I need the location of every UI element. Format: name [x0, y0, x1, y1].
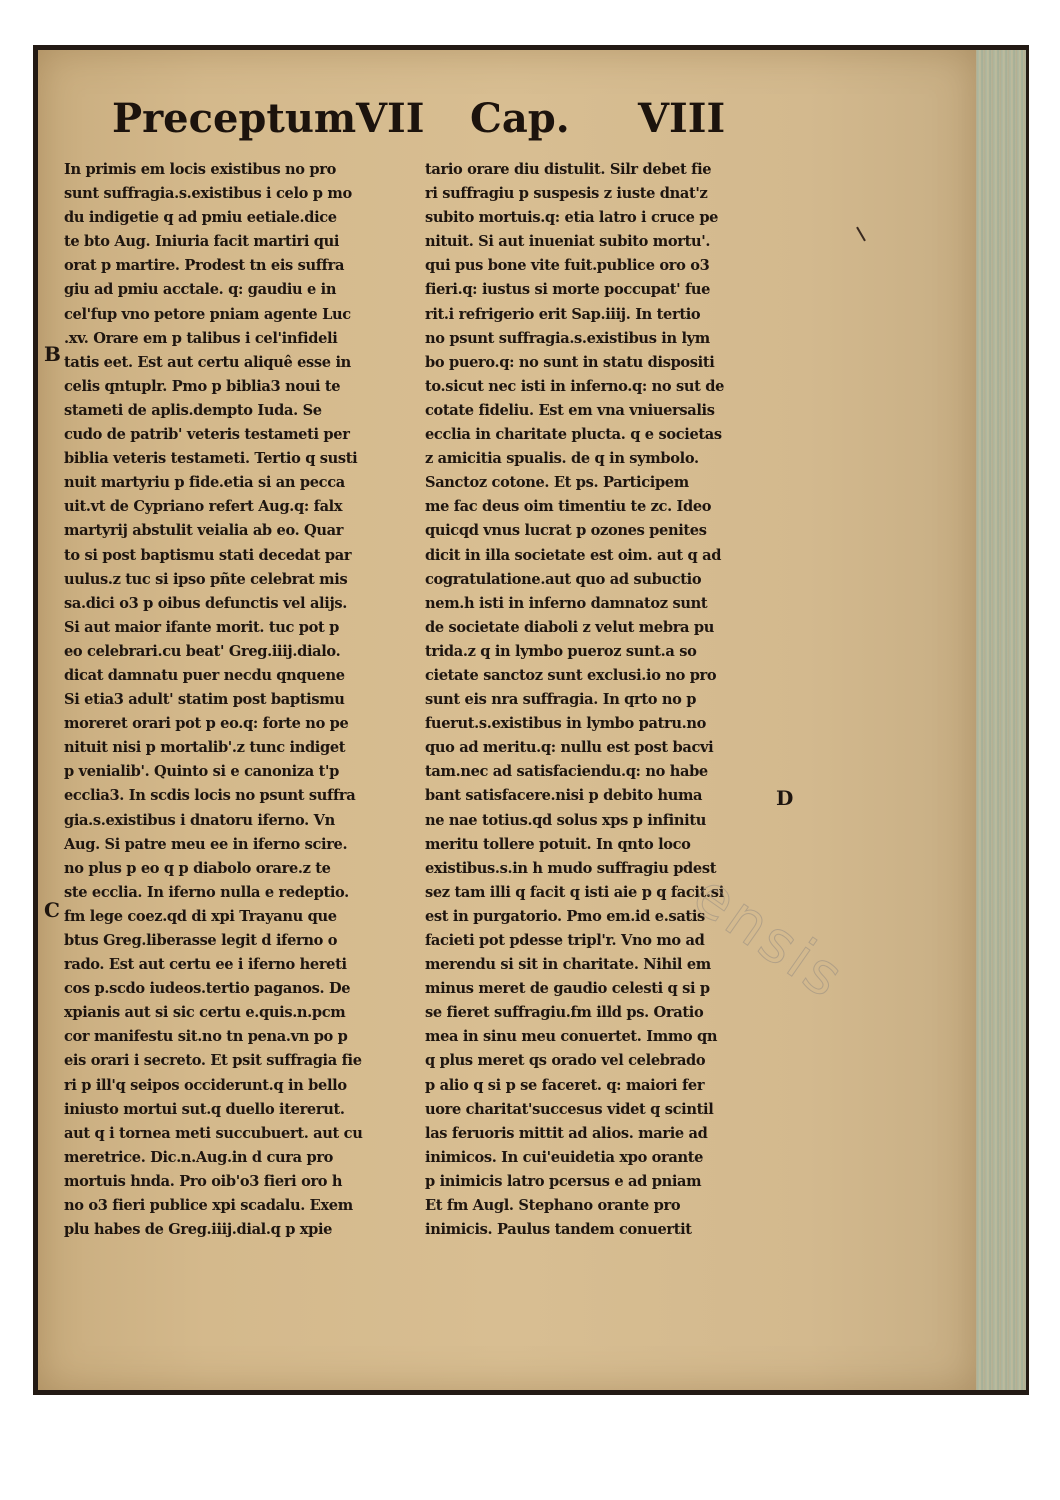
text-line: btus Greg.liberasse legit d iferno o: [64, 932, 338, 949]
text-line: subito mortuis.q: etia latro i cruce pe: [425, 209, 719, 227]
text-line: q plus meret qs orado vel celebrado: [425, 1052, 706, 1070]
text-line: ste ecclia. In iferno nulla e redeptio.: [64, 883, 349, 901]
text-line: xpianis aut si sic certu e.quis.n.pcm: [64, 1004, 346, 1022]
text-line: qui pus bone vite fuit.publice oro o3: [425, 257, 710, 275]
left-text-column: [64, 158, 404, 1242]
text-line: meritu tollere potuit. In qnto loco: [425, 835, 691, 853]
text-line: tario orare diu distulit. Silr debet fie: [425, 161, 712, 178]
text-line: .xv. Orare em p talibus i cel'infideli: [64, 329, 338, 347]
text-line: mea in sinu meu conuertet. Immo qn: [425, 1028, 718, 1046]
text-line: martyrij abstulit veialia ab eo. Quar: [64, 522, 344, 540]
text-line: rado. Est aut certu ee i iferno hereti: [64, 956, 347, 974]
text-line: nituit nisi p mortalib'.z tunc indiget: [64, 739, 346, 757]
running-head-preceptum: Preceptum: [112, 95, 357, 142]
text-line: de societate diaboli z velut mebra pu: [425, 618, 714, 636]
library-watermark: ensis: [680, 860, 859, 1013]
text-line: p venialib'. Quinto si e canoniza t'p: [64, 763, 339, 781]
text-line: orat p martire. Prodest tn eis suffra: [64, 257, 345, 275]
text-line: dicit in illa societate est oim. aut q ad: [425, 546, 722, 564]
text-line: bant satisfacere.nisi p debito huma: [425, 787, 703, 805]
text-line: moreret orari pot p eo.q: forte no pe: [64, 715, 349, 733]
text-line: rit.i refrigerio erit Sap.iiij. In tertio: [425, 305, 701, 323]
text-line: no o3 fieri publice xpi scadalu. Exem: [64, 1197, 353, 1215]
text-line: du indigetie q ad pmiu eetiale.dice: [64, 209, 337, 227]
text-line: sez tam illi q facit q isti aie p q facit.si: [425, 883, 724, 901]
text-line: sa.dici o3 p oibus defunctis vel alijs.: [64, 594, 347, 612]
text-line: minus meret de gaudio celesti q si p: [425, 980, 710, 998]
text-line: inimicis. Paulus tandem conuertit: [425, 1221, 692, 1239]
text-line: nuit martyriu p fide.etia si an pecca: [64, 474, 345, 492]
text-line: Si aut maior ifante morit. tuc pot p: [64, 618, 339, 636]
text-line: cotate fideliu. Est em vna vniuersalis: [425, 401, 715, 419]
text-line: celis qntuplr. Pmo p biblia3 noui te: [64, 377, 341, 395]
text-line: me fac deus oim timentiu te zc. Ideo: [425, 498, 712, 516]
page-edges: [976, 50, 1026, 1390]
text-line: merendu si sit in charitate. Nihil em: [425, 956, 711, 974]
text-line: In primis em locis existibus no pro: [64, 161, 336, 178]
text-line: existibus.s.in h mudo suffragiu pdest: [425, 859, 717, 877]
text-line: stameti de aplis.dempto Iuda. Se: [64, 401, 322, 419]
running-head-chapter: VIII: [638, 95, 726, 142]
text-line: dicat damnatu puer necdu qnquene: [64, 666, 345, 684]
text-line: nituit. Si aut inueniat subito mortu'.: [425, 233, 711, 251]
text-line: plu habes de Greg.iiij.dial.q p xpie: [64, 1221, 333, 1239]
text-line: giu ad pmiu acctale. q: gaudiu e in: [64, 281, 337, 299]
text-line: cogratulatione.aut quo ad subuctio: [425, 570, 702, 588]
running-head-cap: Cap.: [470, 95, 570, 142]
text-line: no plus p eo q p diabolo orare.z te: [64, 859, 331, 877]
text-line: aut q i tornea meti succubuert. aut cu: [64, 1124, 363, 1142]
text-line: ri p ill'q seipos occiderunt.q in bello: [64, 1076, 347, 1094]
text-line: eo celebrari.cu beat' Greg.iiij.dialo.: [64, 642, 341, 660]
text-line: z amicitia spualis. de q in symbolo.: [425, 450, 699, 468]
right-text-column: [425, 158, 765, 1242]
text-line: fuerut.s.existibus in lymbo patru.no: [425, 715, 706, 733]
text-line: tam.nec ad satisfaciendu.q: no habe: [425, 763, 708, 781]
text-line: eis orari i secreto. Et psit suffragia fie: [64, 1052, 362, 1070]
text-line: fieri.q: iustus si morte poccupat' fue: [425, 281, 711, 299]
text-line: facieti pot pdesse tripl'r. Vno mo ad: [425, 932, 705, 949]
text-line: ecclia in charitate plucta. q e societas: [425, 426, 722, 444]
text-line: ri suffragiu p suspesis z iuste dnat'z: [425, 185, 708, 203]
text-line: to si post baptismu stati decedat par: [64, 546, 352, 564]
text-line: ne nae totius.qd solus xps p infinitu: [425, 811, 706, 829]
text-line: p alio q si p se faceret. q: maiori fer: [425, 1076, 705, 1094]
text-line: nem.h isti in inferno damnatoz sunt: [425, 594, 708, 612]
text-line: sunt suffragia.s.existibus i celo p mo: [64, 185, 352, 203]
margin-mark-d: D: [776, 786, 794, 810]
text-line: gia.s.existibus i dnatoru iferno. Vn: [64, 811, 335, 829]
text-line: se fieret suffragiu.fm illd ps. Oratio: [425, 1004, 704, 1022]
text-line: trida.z q in lymbo pueroz sunt.a so: [425, 642, 697, 660]
text-line: cor manifestu sit.no tn pena.vn po p: [64, 1028, 348, 1046]
text-line: quo ad meritu.q: nullu est post bacvi: [425, 739, 714, 757]
text-line: tatis eet. Est aut certu aliquê esse in: [64, 353, 351, 371]
text-line: cietate sanctoz sunt exclusi.io no pro: [425, 666, 717, 684]
text-line: est in purgatorio. Pmo em.id e.satis: [425, 907, 705, 925]
text-line: quicqd vnus lucrat p ozones penites: [425, 522, 707, 540]
text-line: uit.vt de Cypriano refert Aug.q: falx: [64, 498, 343, 516]
text-line: fm lege coez.qd di xpi Trayanu que: [64, 907, 337, 925]
text-line: uulus.z tuc si ipso pñte celebrat mis: [64, 570, 348, 588]
text-line: te bto Aug. Iniuria facit martiri qui: [64, 233, 340, 251]
text-line: Aug. Si patre meu ee in iferno scire.: [64, 835, 348, 853]
text-line: uore charitat'succesus videt q scintil: [425, 1100, 714, 1118]
text-line: to.sicut nec isti in inferno.q: no sut de: [425, 377, 725, 395]
margin-mark-b: B: [44, 342, 61, 366]
text-line: las feruoris mittit ad alios. marie ad: [425, 1124, 708, 1142]
text-line: cos p.scdo iudeos.tertio paganos. De: [64, 980, 351, 998]
running-head: [100, 95, 740, 155]
text-line: biblia veteris testameti. Tertio q susti: [64, 450, 358, 468]
margin-mark-c: C: [44, 898, 60, 922]
text-line: Et fm Augl. Stephano orante pro: [425, 1197, 681, 1215]
text-line: no psunt suffragia.s.existibus in lym: [425, 329, 710, 347]
text-line: meretrice. Dic.n.Aug.in d cura pro: [64, 1148, 334, 1166]
text-line: cudo de patrib' veteris testameti per: [64, 426, 350, 444]
text-line: inimicos. In cui'euidetia xpo orante: [425, 1148, 704, 1166]
text-line: cel'fup vno petore pniam agente Luc: [64, 305, 351, 323]
text-line: bo puero.q: no sunt in statu dispositi: [425, 353, 715, 371]
running-head-number: VII: [356, 95, 425, 142]
text-line: Si etia3 adult' statim post baptismu: [64, 691, 345, 709]
text-line: iniusto mortui sut.q duello itererut.: [64, 1100, 345, 1118]
text-line: mortuis hnda. Pro oib'o3 fieri oro h: [64, 1172, 343, 1190]
text-line: Sanctoz cotone. Et ps. Participem: [425, 474, 689, 492]
text-line: p inimicis latro pcersus e ad pniam: [425, 1172, 702, 1190]
text-line: ecclia3. In scdis locis no psunt suffra: [64, 787, 356, 805]
text-line: sunt eis nra suffragia. In qrto no p: [425, 691, 697, 709]
